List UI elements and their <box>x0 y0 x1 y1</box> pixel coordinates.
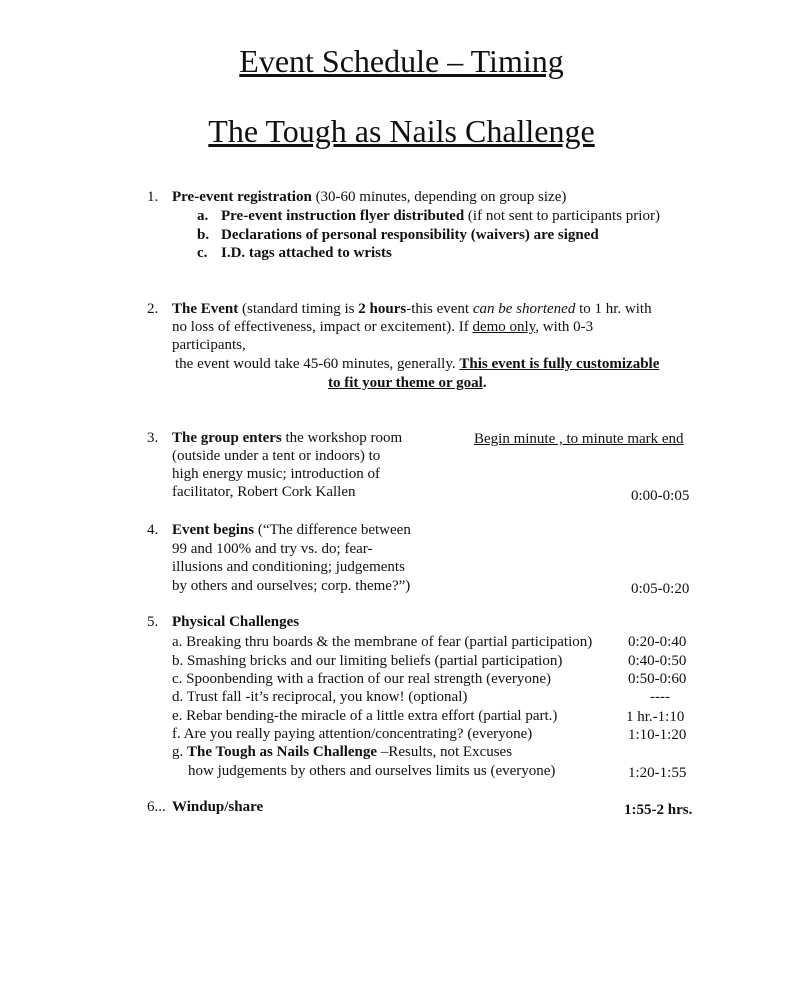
section-2-demo-only: demo only <box>472 319 536 335</box>
section-3-time: 0:00-0:05 <box>631 488 690 504</box>
challenge-time-e: 1 hr.-1:10 <box>626 709 685 725</box>
challenge-item-e: e. Rebar bending-the miracle of a little extra effort (partial part.) <box>172 708 558 724</box>
challenge-item-g <box>172 743 512 761</box>
section-2-line-1 <box>172 300 652 318</box>
section-3-heading: The group enters <box>172 430 282 446</box>
section-2-customizable: This event is fully customizable <box>459 356 660 372</box>
section-1-text: (30-60 minutes, depending on group size) <box>311 189 567 205</box>
challenge-item-c: c. Spoonbending with a fraction of our real strength (everyone) <box>172 671 552 687</box>
section-1a-label: a. <box>197 208 209 224</box>
section-2-shortened: can be shortened <box>472 301 576 317</box>
section-1a-bold: Pre-event instruction flyer distributed <box>221 208 465 224</box>
section-3-line-4: facilitator, Robert Cork Kallen <box>172 484 356 500</box>
section-4-number: 4. <box>147 522 159 538</box>
challenge-item-g-line-2: how judgements by others and ourselves limits us (everyone) <box>188 763 556 779</box>
section-2-duration: 2 hours <box>358 301 407 317</box>
section-3-text-1: the workshop room <box>281 430 403 446</box>
section-4-time: 0:05-0:20 <box>631 581 690 597</box>
section-2-text-5: , with 0-3 <box>535 319 594 335</box>
section-4-line-1 <box>172 521 411 539</box>
challenge-time-a: 0:20-0:40 <box>628 634 687 650</box>
section-2-line-2 <box>172 318 593 336</box>
section-4-line-4: by others and ourselves; corp. theme?”) <box>172 578 411 594</box>
section-3-line-2: (outside under a tent or indoors) to <box>172 448 381 464</box>
challenge-g-title: The Tough as Nails Challenge <box>187 744 378 760</box>
section-2-text-1: (standard timing is <box>238 301 359 317</box>
section-2-line-5 <box>328 374 487 392</box>
section-1c-text: I.D. tags attached to wrists <box>221 245 392 261</box>
section-1a-text: (if not sent to participants prior) <box>464 208 660 224</box>
challenge-item-a: a. Breaking thru boards & the membrane of fear (partial participation) <box>172 634 593 650</box>
section-1a-line <box>221 207 660 225</box>
section-2-heading: The Event <box>172 301 239 317</box>
section-1-number: 1. <box>147 189 159 205</box>
section-2-line-3: participants, <box>172 337 246 353</box>
document-title: Event Schedule – Timing <box>239 43 564 79</box>
section-1-line <box>172 188 566 206</box>
challenge-time-b: 0:40-0:50 <box>628 653 687 669</box>
challenge-g-label: g. <box>172 744 187 760</box>
section-2-theme-goal: to fit your theme or goal <box>328 375 483 391</box>
section-4-line-3: illusions and conditioning; judgements <box>172 559 405 575</box>
section-5-number: 5. <box>147 614 159 630</box>
section-3-line-3: high energy music; introduction of <box>172 466 381 482</box>
section-4-line-2: 99 and 100% and try vs. do; fear- <box>172 541 373 557</box>
section-2-number: 2. <box>147 301 159 317</box>
section-2-text-2: -this event <box>406 301 473 317</box>
section-4-text-1: (“The difference between <box>254 522 411 538</box>
challenge-item-f: f. Are you really paying attention/concentrating? (everyone) <box>172 726 533 742</box>
section-4-heading: Event begins <box>172 522 255 538</box>
section-2-period: . <box>482 375 487 391</box>
section-1c-label: c. <box>197 245 208 261</box>
section-6-number: 6... <box>147 799 166 815</box>
challenge-time-g: 1:20-1:55 <box>628 765 687 781</box>
section-1b-label: b. <box>197 227 210 243</box>
document-subtitle: The Tough as Nails Challenge <box>208 113 595 149</box>
section-3-line-1 <box>172 429 402 447</box>
section-6-heading: Windup/share <box>172 799 264 815</box>
challenge-time-f: 1:10-1:20 <box>628 727 687 743</box>
section-6-time: 1:55-2 hrs. <box>624 802 693 818</box>
challenge-g-text: –Results, not Excuses <box>377 744 513 760</box>
section-1b-text: Declarations of personal responsibility (waivers) are signed <box>221 227 599 243</box>
section-3-number: 3. <box>147 430 159 446</box>
section-2-text-4: no loss of effectiveness, impact or excitement). If <box>172 319 473 335</box>
challenge-time-d: ---- <box>650 689 670 705</box>
section-2-text-6: the event would take 45-60 minutes, generally. <box>175 356 460 372</box>
challenge-item-b: b. Smashing bricks and our limiting beliefs (partial participation) <box>172 653 563 669</box>
section-2-line-4 <box>175 355 659 373</box>
challenge-item-d: d. Trust fall -it’s reciprocal, you know! (optional) <box>172 689 468 705</box>
challenge-time-c: 0:50-0:60 <box>628 671 687 687</box>
timing-column-header: Begin minute , to minute mark end <box>474 431 684 447</box>
section-2-text-3: to 1 hr. with <box>575 301 652 317</box>
section-5-heading: Physical Challenges <box>172 614 300 630</box>
section-1-heading: Pre-event registration <box>172 189 312 205</box>
